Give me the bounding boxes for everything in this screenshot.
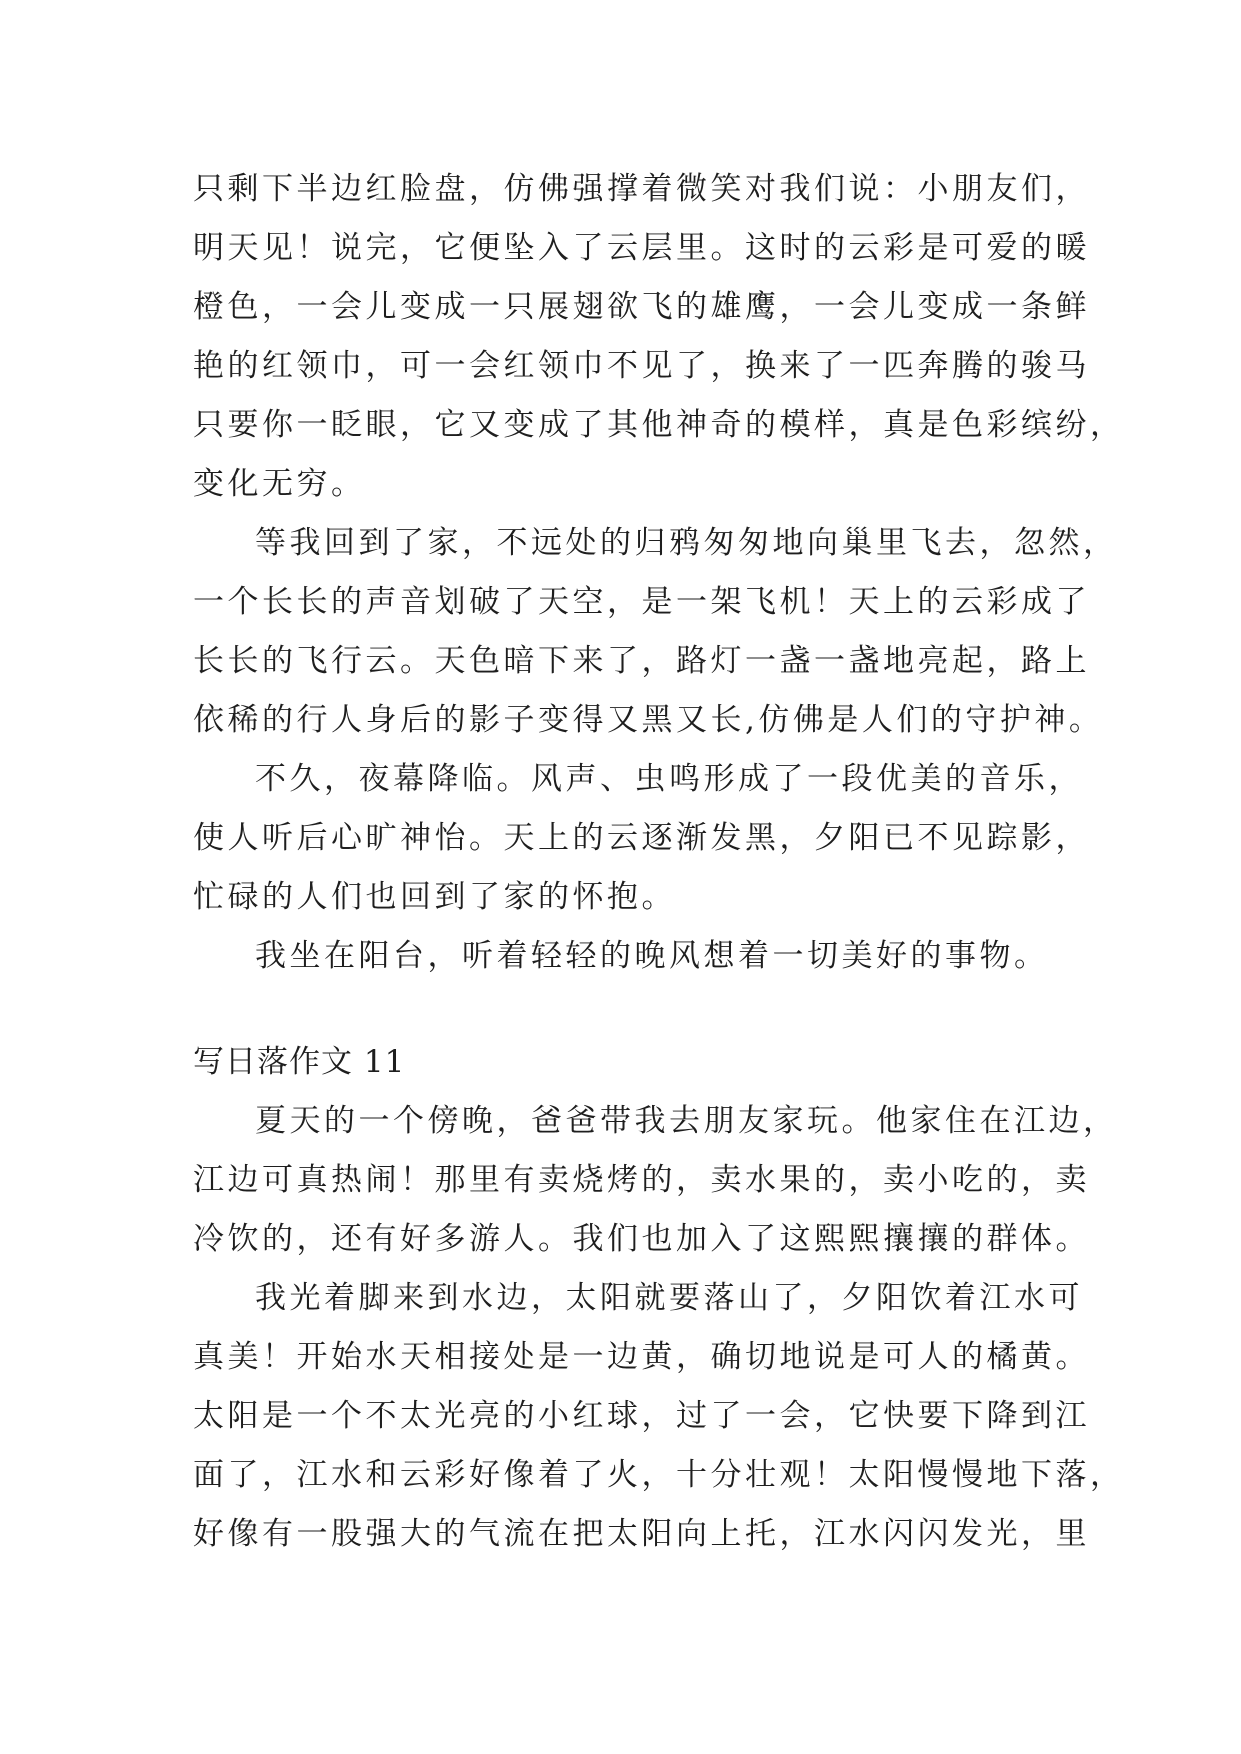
- text-line: 好像有一股强大的气流在把太阳向上托，江水闪闪发光，里: [193, 1516, 1090, 1552]
- text-line: 使人听后心旷神怡。天上的云逐渐发黑，夕阳已不见踪影，: [193, 820, 1090, 856]
- text-line: 只要你一眨眼，它又变成了其他神奇的模样，真是色彩缤纷，: [193, 407, 1125, 443]
- paragraph-first-line: 我坐在阳台，听着轻轻的晚风想着一切美好的事物。: [255, 938, 1049, 974]
- text-line: 江边可真热闹！那里有卖烧烤的，卖水果的，卖小吃的，卖: [193, 1162, 1090, 1198]
- paragraph-first-line: 等我回到了家，不远处的归鸦匆匆地向巢里飞去，忽然，: [255, 525, 1118, 561]
- text-line: 真美！开始水天相接处是一边黄，确切地说是可人的橘黄。: [193, 1339, 1090, 1375]
- text-line: 太阳是一个不太光亮的小红球，过了一会，它快要下降到江: [193, 1398, 1090, 1434]
- text-line: 只剩下半边红脸盘，仿佛强撑着微笑对我们说：小朋友们，: [193, 171, 1090, 207]
- text-line: 面了，江水和云彩好像着了火，十分壮观！太阳慢慢地下落，: [193, 1457, 1125, 1493]
- text-line: 橙色，一会儿变成一只展翅欲飞的雄鹰，一会儿变成一条鲜: [193, 289, 1090, 325]
- section-heading: 写日落作文 11: [193, 1044, 406, 1080]
- paragraph-first-line: 不久，夜幕降临。风声、虫鸣形成了一段优美的音乐，: [255, 761, 1083, 797]
- text-line: 艳的红领巾，可一会红领巾不见了，换来了一匹奔腾的骏马: [193, 348, 1090, 384]
- text-line: 冷饮的，还有好多游人。我们也加入了这熙熙攘攘的群体。: [193, 1221, 1090, 1257]
- text-line: 依稀的行人身后的影子变得又黑又长,仿佛是人们的守护神。: [193, 702, 1104, 738]
- text-line: 明天见！说完，它便坠入了云层里。这时的云彩是可爱的暖: [193, 230, 1090, 266]
- text-line: 忙碌的人们也回到了家的怀抱。: [193, 879, 676, 915]
- paragraph-first-line: 我光着脚来到水边，太阳就要落山了，夕阳饮着江水可: [255, 1280, 1083, 1316]
- text-line: 长长的飞行云。天色暗下来了，路灯一盏一盏地亮起，路上: [193, 643, 1090, 679]
- text-line: 一个长长的声音划破了天空，是一架飞机！天上的云彩成了: [193, 584, 1090, 620]
- paragraph-first-line: 夏天的一个傍晚，爸爸带我去朋友家玩。他家住在江边，: [255, 1103, 1118, 1139]
- text-line: 变化无穷。: [193, 466, 366, 502]
